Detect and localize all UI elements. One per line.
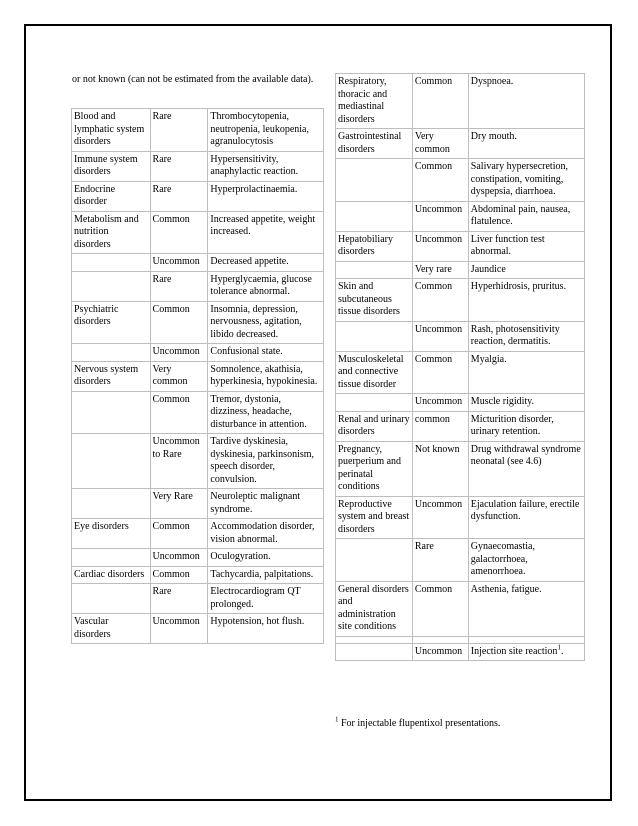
frequency-cell: Very rare: [412, 261, 468, 279]
table-row: [336, 394, 585, 412]
frequency-cell: Uncommon: [412, 231, 468, 261]
effect-cell: Injection site reaction$^1$.: [468, 643, 584, 661]
soc-cell: [72, 254, 151, 272]
footnote-marker: 1: [335, 715, 339, 724]
frequency-cell: Common: [150, 566, 208, 584]
table-row: [72, 434, 324, 489]
frequency-cell: Rare: [150, 109, 208, 152]
soc-cell: [336, 539, 413, 582]
table-row: [72, 151, 324, 181]
footnote: [335, 715, 501, 730]
footnote-text: For injectable flupentixol presentations.: [338, 718, 501, 729]
effect-cell: Myalgia.: [468, 351, 584, 394]
soc-cell: [72, 489, 151, 519]
frequency-cell: Uncommon: [412, 394, 468, 412]
soc-cell: [336, 159, 413, 202]
effect-cell: Muscle rigidity.: [468, 394, 584, 412]
soc-cell: Nervous system disorders: [72, 361, 151, 391]
frequency-cell: Common: [412, 74, 468, 129]
table-row: [72, 391, 324, 434]
effect-cell: Oculogyration.: [208, 549, 324, 567]
effect-cell: Neuroleptic malignant syndrome.: [208, 489, 324, 519]
soc-cell: Renal and urinary disorders: [336, 411, 413, 441]
frequency-cell: Rare: [412, 539, 468, 582]
table-row: [72, 181, 324, 211]
table-row: [336, 159, 585, 202]
table-row: [336, 129, 585, 159]
table-row: [72, 301, 324, 344]
table-row: [72, 344, 324, 362]
soc-cell: Cardiac disorders: [72, 566, 151, 584]
table-row: [336, 74, 585, 129]
frequency-cell: Common: [150, 391, 208, 434]
frequency-cell: Common: [150, 519, 208, 549]
soc-cell: Respiratory, thoracic and mediastinal disorders: [336, 74, 413, 129]
soc-cell: [72, 271, 151, 301]
effect-cell: Hypersensitivity, anaphylactic reaction.: [208, 151, 324, 181]
soc-cell: [72, 434, 151, 489]
soc-cell: Hepatobiliary disorders: [336, 231, 413, 261]
table-row: [336, 231, 585, 261]
table-row: [72, 566, 324, 584]
frequency-cell: Uncommon: [412, 496, 468, 539]
table-row: [336, 321, 585, 351]
table-row: [336, 201, 585, 231]
soc-cell: Pregnancy, puerperium and perinatal conditions: [336, 441, 413, 496]
frequency-cell: Rare: [150, 271, 208, 301]
soc-cell: [72, 584, 151, 614]
frequency-cell: Rare: [150, 181, 208, 211]
effect-cell: Hyperglycaemia, glucose tolerance abnormal.: [208, 271, 324, 301]
effect-cell: Ejaculation failure, erectile dysfunction.: [468, 496, 584, 539]
effect-cell: Hyperprolactinaemia.: [208, 181, 324, 211]
table-row: [72, 109, 324, 152]
effect-cell: Dyspnoea.: [468, 74, 584, 129]
effect-cell: Rash, photosensitivity reaction, dermatitis.: [468, 321, 584, 351]
table-row: [336, 261, 585, 279]
frequency-cell: Rare: [150, 151, 208, 181]
table-row: [72, 584, 324, 614]
table-row: [336, 496, 585, 539]
effect-cell: Liver function test abnormal.: [468, 231, 584, 261]
soc-cell: [336, 201, 413, 231]
effect-cell: Hypotension, hot flush.: [208, 614, 324, 644]
frequency-cell: Uncommon: [150, 254, 208, 272]
effect-text: Injection site reaction: [470, 645, 558, 657]
effect-cell: Jaundice: [468, 261, 584, 279]
soc-cell: [336, 261, 413, 279]
effect-cell: Thrombocytopenia, neutropenia, leukopenia, agranulocytosis: [208, 109, 324, 152]
table-row: [72, 271, 324, 301]
frequency-cell: Common: [150, 211, 208, 254]
soc-cell: [72, 391, 151, 434]
frequency-cell: Common: [412, 279, 468, 322]
frequency-cell: Uncommon to Rare: [150, 434, 208, 489]
footnote-ref: 1: [557, 643, 561, 652]
effect-cell: Dry mouth.: [468, 129, 584, 159]
soc-cell: Immune system disorders: [72, 151, 151, 181]
frequency-cell: Common: [412, 581, 468, 636]
frequency-cell: Very common: [150, 361, 208, 391]
frequency-cell: Common: [150, 301, 208, 344]
soc-cell: Endocrine disorder: [72, 181, 151, 211]
effect-cell: Asthenia, fatigue.: [468, 581, 584, 636]
frequency-cell: Rare: [150, 584, 208, 614]
table-row: [336, 539, 585, 582]
soc-cell: Reproductive system and breast disorders: [336, 496, 413, 539]
effect-cell: Electrocardiogram QT prolonged.: [208, 584, 324, 614]
table-row: [336, 411, 585, 441]
frequency-cell: Uncommon: [150, 614, 208, 644]
soc-cell: General disorders and administration site conditions: [336, 581, 413, 636]
table-row: [72, 549, 324, 567]
soc-cell: Vascular disorders: [72, 614, 151, 644]
frequency-cell: Common: [412, 159, 468, 202]
soc-cell: [336, 321, 413, 351]
effect-cell: Tachycardia, palpitations.: [208, 566, 324, 584]
effect-cell: Tremor, dystonia, dizziness, headache, disturbance in attention.: [208, 391, 324, 434]
table-row: [336, 441, 585, 496]
table-row: [72, 489, 324, 519]
effect-cell: Somnolence, akathisia, hyperkinesia, hypokinesia.: [208, 361, 324, 391]
effect-cell: Increased appetite, weight increased.: [208, 211, 324, 254]
soc-cell: Eye disorders: [72, 519, 151, 549]
table-row: [72, 254, 324, 272]
effect-cell: Decreased appetite.: [208, 254, 324, 272]
effect-cell: Tardive dyskinesia, dyskinesia, parkinsonism, speech disorder, convulsion.: [208, 434, 324, 489]
effect-cell: Hyperhidrosis, pruritus.: [468, 279, 584, 322]
soc-cell: Musculoskeletal and connective tissue disorder: [336, 351, 413, 394]
soc-cell: Blood and lymphatic system disorders: [72, 109, 151, 152]
soc-cell: [336, 643, 413, 661]
table-row: [336, 581, 585, 636]
table-row: [72, 614, 324, 644]
table-row: [72, 211, 324, 254]
adverse-effects-table-right: [335, 73, 585, 661]
soc-cell: [72, 549, 151, 567]
soc-cell: Skin and subcutaneous tissue disorders: [336, 279, 413, 322]
table-row: [72, 361, 324, 391]
table-row: [336, 643, 585, 661]
effect-cell: Gynaecomastia, galactorrhoea, amenorrhoea.: [468, 539, 584, 582]
table-row: [72, 519, 324, 549]
effect-cell: Insomnia, depression, nervousness, agitation, libido decreased.: [208, 301, 324, 344]
table-spacer-row: [336, 636, 585, 643]
soc-cell: Psychiatric disorders: [72, 301, 151, 344]
frequency-cell: Uncommon: [412, 643, 468, 661]
frequency-cell: Not known: [412, 441, 468, 496]
effect-cell: Salivary hypersecretion, constipation, vomiting, dyspepsia, diarrhoea.: [468, 159, 584, 202]
effect-cell: Abdominal pain, nausea, flatulence.: [468, 201, 584, 231]
frequency-cell: Very common: [412, 129, 468, 159]
table-row: [336, 279, 585, 322]
soc-cell: Metabolism and nutrition disorders: [72, 211, 151, 254]
table-row: [336, 351, 585, 394]
soc-cell: [72, 344, 151, 362]
frequency-cell: common: [412, 411, 468, 441]
frequency-cell: Uncommon: [412, 201, 468, 231]
effect-cell: Drug withdrawal syndrome neonatal (see 4.6): [468, 441, 584, 496]
effect-cell: Confusional state.: [208, 344, 324, 362]
frequency-cell: Uncommon: [412, 321, 468, 351]
soc-cell: [336, 394, 413, 412]
effect-cell: Micturition disorder, urinary retention.: [468, 411, 584, 441]
soc-cell: Gastrointestinal disorders: [336, 129, 413, 159]
frequency-cell: Uncommon: [150, 549, 208, 567]
frequency-cell: Very Rare: [150, 489, 208, 519]
effect-cell: Accommodation disorder, vision abnormal.: [208, 519, 324, 549]
adverse-effects-table-left: [71, 108, 324, 644]
frequency-cell: Common: [412, 351, 468, 394]
frequency-cell: Uncommon: [150, 344, 208, 362]
intro-text: or not known (can not be estimated from the available data).: [72, 74, 314, 85]
